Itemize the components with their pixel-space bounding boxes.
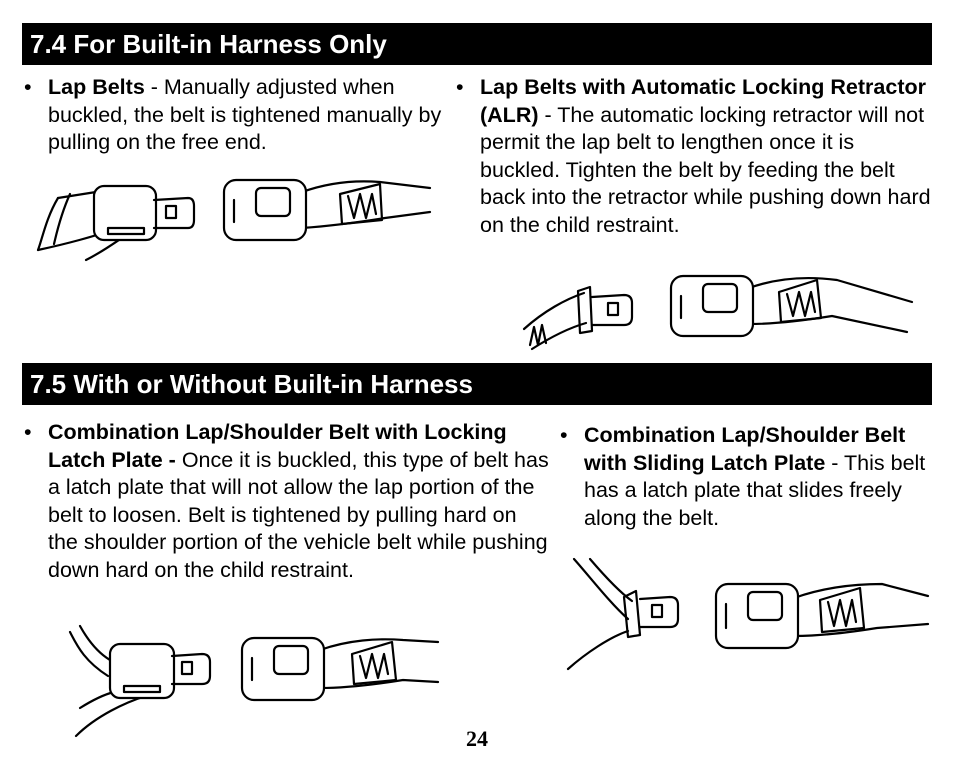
alr-latch-plate-illustration bbox=[520, 283, 645, 355]
alr-buckle-illustration bbox=[667, 270, 917, 342]
alr-belts-text: - The automatic locking retractor will not permit the lap belt to lengthen once it is buckled. Tighten the belt by feeding the belt back into the retractor while pushing down hard on the child restraint. bbox=[480, 102, 931, 237]
lap-belts-term: Lap Belts bbox=[48, 75, 145, 99]
bullet: • bbox=[24, 420, 32, 444]
lap-belts-text: - Manually adjusted when buckled, the belt is tightened manually by pulling on the free end. bbox=[48, 75, 442, 155]
bullet: • bbox=[560, 423, 568, 447]
latch-plate-illustration bbox=[36, 178, 201, 266]
locking-latch-description bbox=[22, 419, 550, 585]
section-7-4-heading: 7.4 For Built-in Harness Only bbox=[22, 23, 932, 65]
alr-belts-term: Lap Belts with Automatic Locking Retractor (ALR) bbox=[480, 75, 926, 127]
sliding-latch-description bbox=[558, 422, 928, 532]
buckle-illustration bbox=[220, 174, 435, 246]
locking-latch-text: Once it is buckled, this type of belt has a latch plate that will not allow the lap portion of the belt to loosen. Belt is tightened by pulling hard on the shoulder portion of the vehicle belt while pushing down hard on the child restraint. bbox=[48, 447, 549, 582]
sliding-buckle-illustration bbox=[712, 580, 932, 656]
page-number: 24 bbox=[466, 726, 488, 751]
locking-latch-term: Combination Lap/Shoulder Belt with Locking Latch Plate - bbox=[48, 420, 507, 472]
sliding-latch-text: - This belt has a latch plate that slides freely along the belt. bbox=[584, 450, 926, 530]
alr-belts-description bbox=[454, 74, 934, 240]
bullet: • bbox=[456, 75, 464, 99]
lap-belts-description bbox=[22, 74, 442, 157]
sliding-latch-plate-illustration bbox=[566, 557, 684, 672]
bullet: • bbox=[24, 75, 32, 99]
locking-buckle-illustration bbox=[238, 632, 443, 708]
sliding-latch-term: Combination Lap/Shoulder Belt with Sliding Latch Plate bbox=[584, 423, 906, 475]
locking-latch-plate-illustration bbox=[66, 624, 216, 739]
section-7-5-heading: 7.5 With or Without Built-in Harness bbox=[22, 363, 932, 405]
